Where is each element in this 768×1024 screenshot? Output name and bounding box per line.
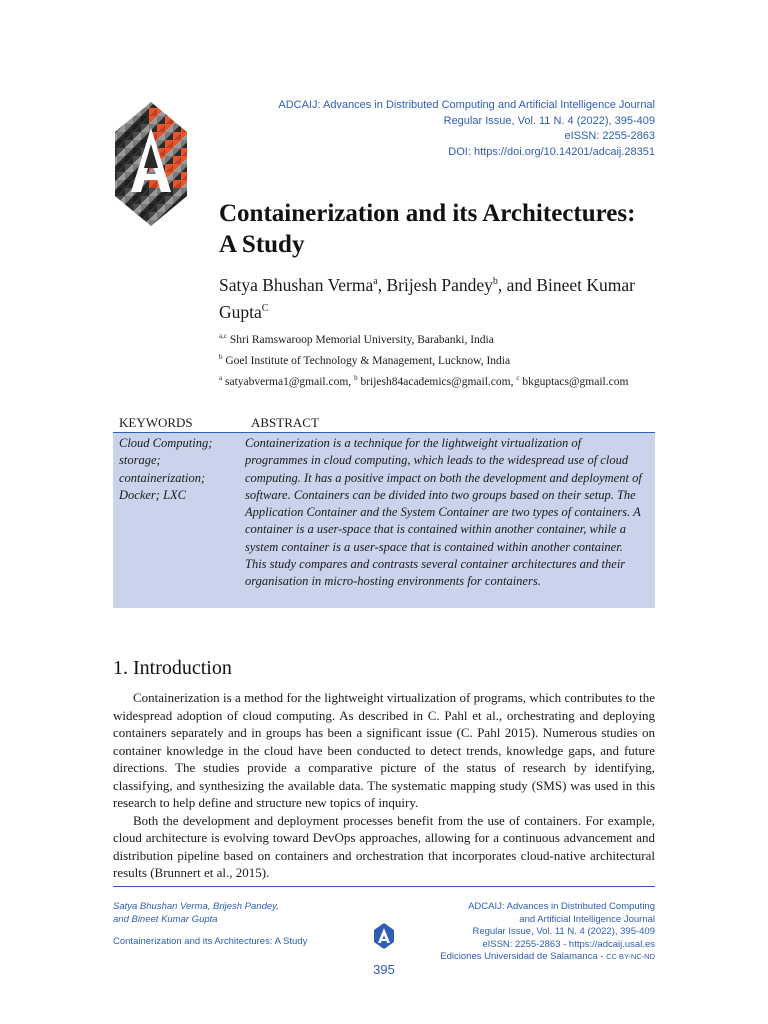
keyword-item: containerization; — [119, 470, 206, 485]
footer-short-title: Containerization and its Architectures: A Study — [113, 936, 308, 947]
author-2: Brijesh Pandey — [386, 274, 493, 295]
paragraph: Both the development and deployment processes benefit from the use of containers. For example, cloud architecture is evolving toward DevOps approaches, allowing for a continuous advancement and distribution pipeline based on containers and orchestration that incorporates cloud-native architectural results (Brunnert et al., 2015). — [113, 812, 655, 880]
keywords-abstract-header — [113, 414, 655, 433]
email-link-c[interactable]: bkguptacs@gmail.com — [522, 375, 629, 388]
abstract-text: Containerization is a technique for the lightweight virtualization of programmes in cloud computing, which leads to the widespread use of cloud computing. It has a positive impact on both the development and deployment of software. Containers can be divided into two groups based on their setup. The Application Container and the System Container are two types of containers. A container is a user-space that is contained within another container, while a system container is a user-space that is contained within another container. This study compares and contrasts several container architectures and their organisation in micro-hosting environments for containers. — [245, 436, 642, 589]
footer-logo-icon — [374, 923, 394, 949]
page-number: 395 — [373, 962, 395, 977]
author-2-sup: b — [492, 276, 498, 287]
author-sep-2: , and — [497, 274, 537, 295]
keywords-heading: KEYWORDS — [119, 415, 193, 430]
author-3: Bineet Kumar Gupta — [219, 274, 635, 322]
paragraph: Containerization is a method for the lightweight virtualization of programs, which contributes to the widespread adoption of cloud computing. As described in C. Pahl et al., orchestrating and deploying containers separately and in groups has been a significant issue (C. Pahl 2015). Numerous studies on container knowledge in the cloud have been conducted to detect trends, knowledge gaps, and future directions. The studies provide a comparative picture of the status of research by identifying, classifying, and synthesizing the available data. The systematic mapping study (SMS) was used in this research to help define and structure new topics of inquiry. — [113, 690, 655, 810]
footer-journal-line1: ADCAIJ: Advances in Distributed Computing — [468, 901, 655, 912]
footer-issue: Regular Issue, Vol. 11 N. 4 (2022), 395-409 — [472, 926, 655, 937]
introduction-body — [113, 689, 655, 882]
affiliation-1: $^{a,c}$ Shri Ramswaroop Memorial University, Barabanki, India — [219, 332, 494, 346]
author-sep-1: , — [377, 274, 387, 295]
footer-authors-line1: Satya Bhushan Verma, Brijesh Pandey, — [113, 901, 279, 912]
keywords-abstract-box — [113, 414, 655, 608]
footer-publisher: Ediciones Universidad de Salamanca - CC BY-NC-ND — [440, 951, 655, 962]
author-3-sup: C — [261, 302, 269, 314]
journal-doi[interactable]: DOI: https://doi.org/10.14201/adcaij.28351 — [448, 145, 655, 158]
footer-right — [440, 901, 655, 964]
paper-title-line1: Containerization and its Architectures: — [219, 200, 636, 227]
abstract-heading: ABSTRACT — [251, 415, 319, 430]
journal-issue: Regular Issue, Vol. 11 N. 4 (2022), 395-409 — [443, 114, 655, 127]
email-link-a[interactable]: satyabverma1@gmail.com, — [224, 375, 355, 388]
footer-divider — [113, 886, 655, 887]
journal-eissn: eISSN: 2255-2863 — [564, 130, 655, 142]
journal-logo-icon — [113, 100, 189, 228]
keywords-abstract-body — [113, 433, 655, 608]
license-badge: CC BY-NC-ND — [606, 952, 655, 961]
footer-authors-line2: and Bineet Kumar Gupta — [113, 913, 218, 925]
footer-journal-line2: and Artificial Intelligence Journal — [519, 913, 655, 925]
author-1-sup: a — [373, 276, 378, 287]
affiliations — [219, 328, 659, 390]
footer-eissn-url[interactable]: eISSN: 2255-2863 - https://adcaij.usal.es — [482, 938, 655, 950]
keywords-list — [113, 435, 245, 608]
email-link-b[interactable]: brijesh84academics@gmail.com, — [360, 375, 517, 388]
author-list — [219, 270, 659, 324]
paper-title-line2: A Study — [219, 231, 305, 258]
keyword-item: Docker; LXC — [119, 487, 186, 502]
affiliation-2: $^b$ Goel Institute of Technology & Management, Lucknow, India — [219, 352, 511, 367]
author-1: Satya Bhushan Verma — [219, 274, 374, 295]
author-emails: $^a$ satyabverma1@gmail.com, $^b$ brijesh84academics@gmail.com, $^c$ bkguptacs@gmail.com — [219, 373, 629, 388]
keyword-item: storage; — [119, 453, 161, 468]
journal-header — [278, 98, 655, 160]
footer-left — [113, 901, 353, 949]
section-heading-introduction: 1. Introduction — [113, 657, 232, 679]
keyword-item: Cloud Computing; — [119, 436, 213, 450]
journal-name: ADCAIJ: Advances in Distributed Computing and Artificial Intelligence Journal — [278, 99, 655, 111]
paper-title — [219, 198, 659, 260]
